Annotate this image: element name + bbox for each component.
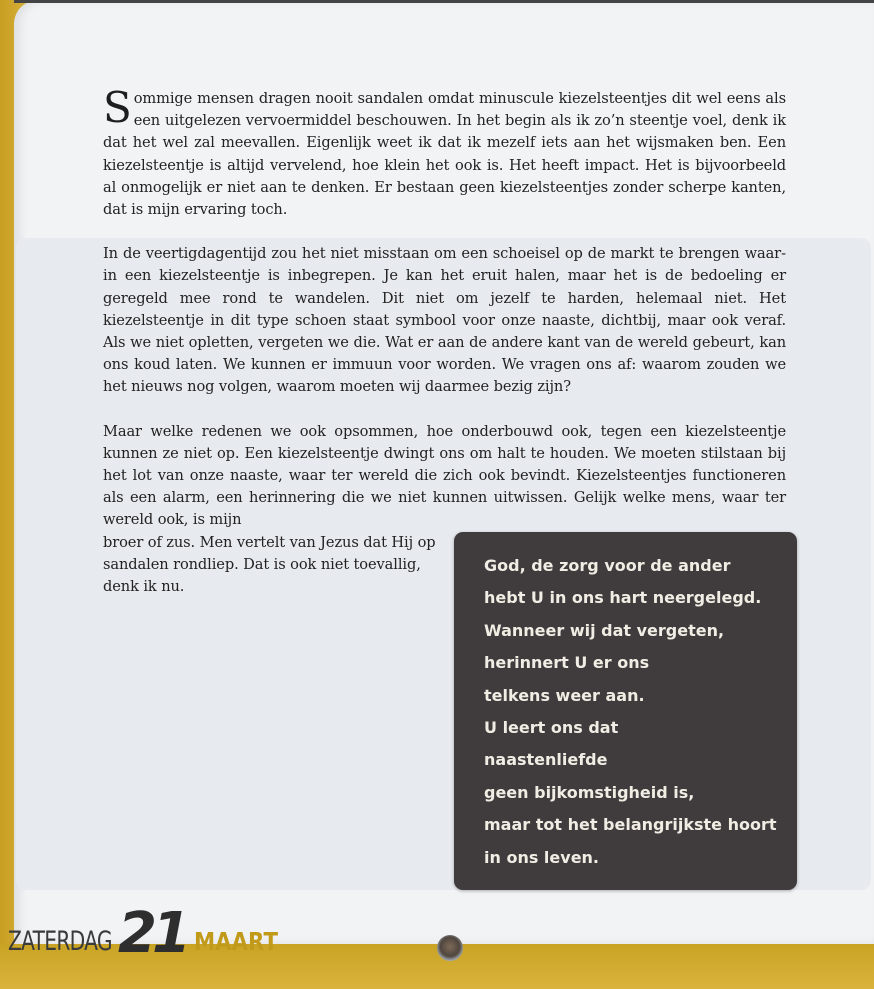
paragraph-1 bbox=[103, 83, 786, 221]
paragraph-2: In de veertigdagentijd zou het niet misstaan om een schoeisel op de markt te brengen waarin een kiezelsteentje is inbegrepen. Je kan het eruit halen, maar het is de bedoeling er geregeld mee rond te wandelen. Dit niet om jezelf te harden, helemaal niet. Het kiezelsteentje in dit type schoen staat symbool voor onze naaste, dichtbij, maar ook veraf. Als we niet opletten, vergeten we die. Wat er aan de andere kant van de wereld gebeurt, kan ons koud laten. We kunnen er immuun voor worden. We vragen ons af: waarom zouden we het nieuws nog volgen, waarom moeten wij daarmee bezig zijn? bbox=[103, 245, 786, 396]
paragraph-3: Maar welke redenen we ook opsommen, hoe onderbouwd ook, tegen een kiezelsteentje kunnen ze niet op. Een kiezelsteentje dwingt ons om halt te houden. We moeten stilstaan bij het lot van onze naaste, waar ter wereld die zich ook bevindt. Kiezelsteentjes functioneren als een alarm, een herinnering die we niet kunnen uitwissen. Gelijk welke mens, waar ter wereld ook, is mijn bbox=[103, 422, 786, 529]
prayer-line: God, de zorg voor de ander bbox=[484, 556, 731, 575]
prayer-line: geen bijkomstigheid is, bbox=[484, 782, 695, 802]
paragraph-3-end: broer of zus. Men vertelt van Jezus dat Hij op sandalen rondliep. Dat is ook niet toevallig, denk ik nu. bbox=[103, 533, 436, 596]
prayer-line: hebt U in ons hart neergelegd. bbox=[484, 588, 762, 608]
prayer-line: Wanneer wij dat vergeten, bbox=[484, 620, 725, 640]
month: MAART bbox=[193, 927, 278, 956]
prayer-line: in ons leven. bbox=[484, 847, 600, 867]
day-number: 21 bbox=[118, 901, 186, 966]
paragraph-1-text: ommige mensen dragen nooit sandalen omdat minuscule kiezelsteentjes dit wel eens als een uitgelezen vervoermiddel beschouwen. In het begin als ik zo’n steentje voel, denk ik dat het wel zal meevallen. Eigenlijk weet ik dat ik mezelf iets aan het wijsmaken ben. Een kiezelsteentje is altijd vervelend, hoe klein het ook is. Het heeft impact. Het is bijvoorbeeld al onmogelijk er niet aan te denken. Er bestaan geen kiezelsteentjes zonder scherpe kanten, dat is mijn ervaring toch. bbox=[103, 90, 786, 219]
prayer-line: maar tot het belangrijkste hoort bbox=[484, 815, 777, 835]
date-label bbox=[8, 901, 293, 966]
prayer-line: herinnert U er ons bbox=[484, 653, 650, 673]
page-top-edge bbox=[14, 0, 874, 3]
prayer-line: telkens weer aan. bbox=[484, 685, 645, 705]
prayer-line: U leert ons dat bbox=[484, 718, 619, 738]
prayer-lines bbox=[454, 532, 797, 874]
prayer-box bbox=[454, 532, 797, 890]
weekday: ZATERDAG bbox=[8, 926, 112, 957]
drop-cap: S bbox=[103, 83, 132, 132]
hanging-hole bbox=[437, 935, 463, 961]
prayer-line: naastenliefde bbox=[484, 750, 608, 770]
